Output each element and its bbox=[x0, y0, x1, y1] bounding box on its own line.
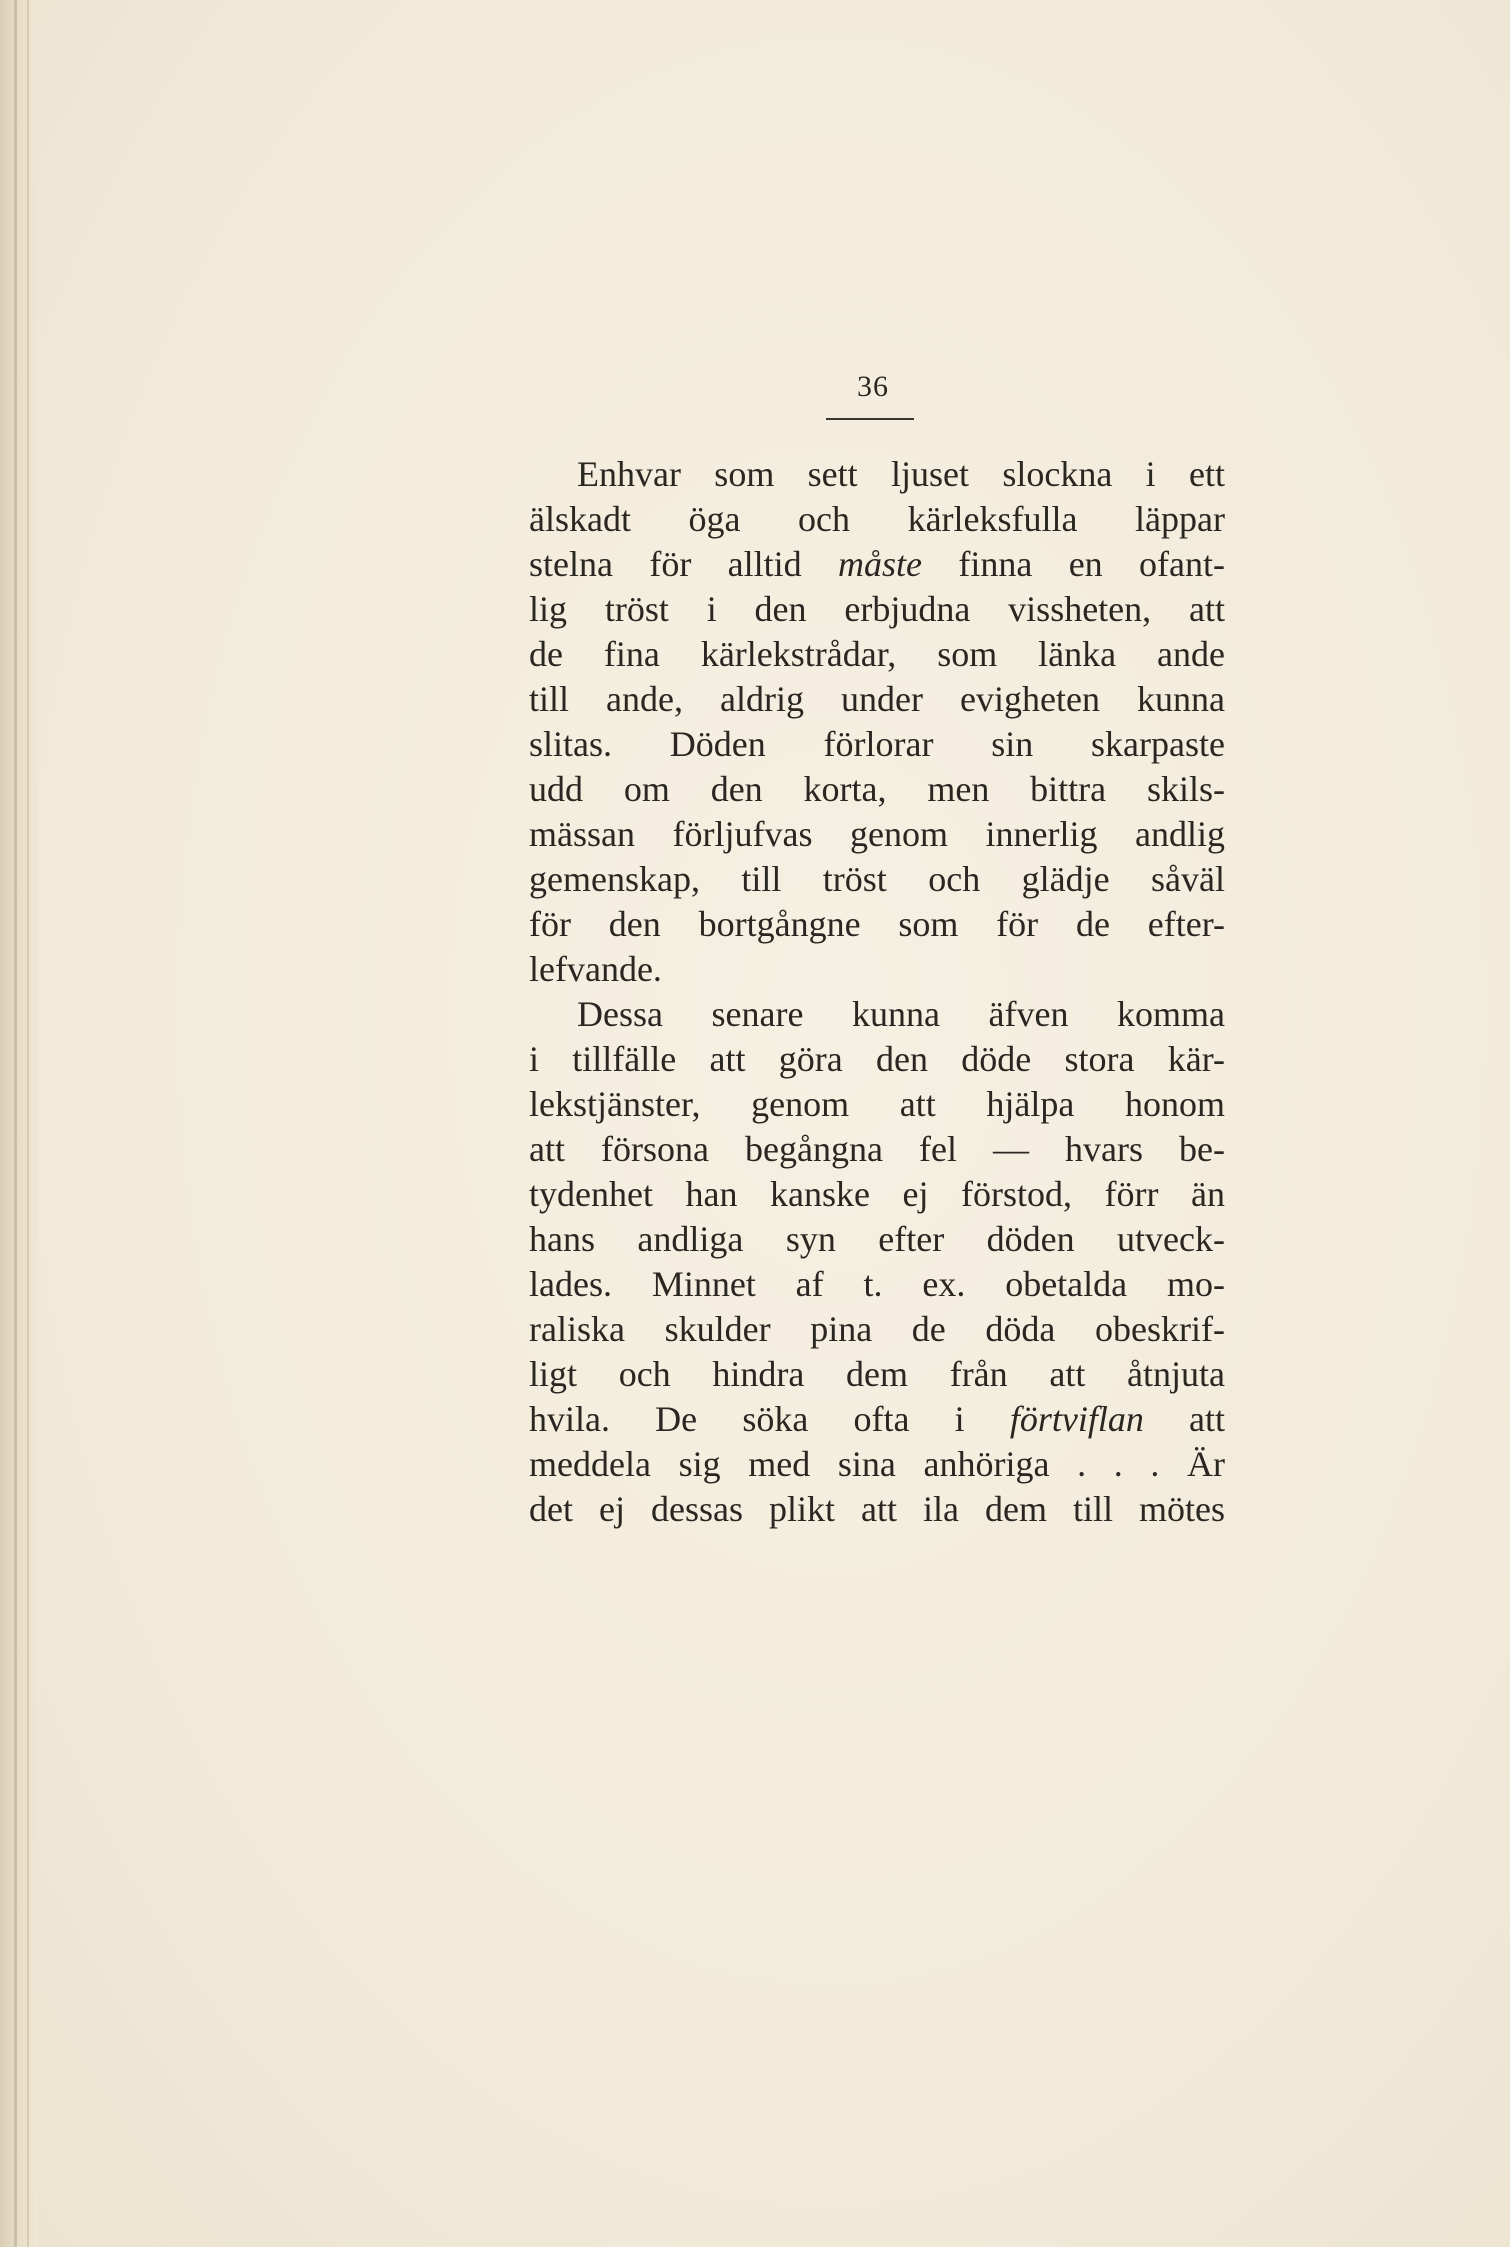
binding-line-inner bbox=[27, 0, 29, 2247]
binding-edge bbox=[0, 0, 38, 2247]
page-number: 36 bbox=[857, 370, 889, 403]
binding-line bbox=[14, 0, 17, 2247]
text-line: meddela sig med sina anhöriga . . . Är bbox=[529, 1444, 1225, 1484]
page-number-rule bbox=[826, 418, 914, 420]
text-line: till ande, aldrig under evigheten kunna bbox=[529, 679, 1225, 719]
text-line: att försona begångna fel — hvars be- bbox=[529, 1129, 1225, 1169]
text-line bbox=[529, 1397, 1225, 1442]
text-line: gemenskap, till tröst och glädje såväl bbox=[529, 859, 1225, 899]
emphasis-text: måste bbox=[838, 544, 923, 584]
text-line: ligt och hindra dem från att åtnjuta bbox=[529, 1354, 1225, 1394]
body-text bbox=[529, 452, 1225, 1532]
text-line bbox=[529, 542, 1225, 587]
text-line: i tillfälle att göra den döde stora kär- bbox=[529, 1039, 1225, 1079]
emphasis-text: förtviflan bbox=[1009, 1399, 1144, 1439]
text-line: de fina kärlekstrådar, som länka ande bbox=[529, 634, 1225, 674]
text-line: udd om den korta, men bittra skils- bbox=[529, 769, 1225, 809]
text-line: Enhvar som sett ljuset slockna i ett bbox=[577, 454, 1225, 494]
text-line: älskadt öga och kärleksfulla läppar bbox=[529, 499, 1225, 539]
text-line: hans andliga syn efter döden utveck- bbox=[529, 1219, 1225, 1259]
text-line: Dessa senare kunna äfven komma bbox=[577, 994, 1225, 1034]
text-line: för den bortgångne som för de efter- bbox=[529, 904, 1225, 944]
text-line: tydenhet han kanske ej förstod, förr än bbox=[529, 1174, 1225, 1214]
text-line: lades. Minnet af t. ex. obetalda mo- bbox=[529, 1264, 1225, 1304]
text-line: raliska skulder pina de döda obeskrif- bbox=[529, 1309, 1225, 1349]
text-run: stelna för alltid bbox=[529, 544, 839, 584]
text-run: finna en ofant- bbox=[922, 544, 1225, 584]
text-line: mässan förljufvas genom innerlig andlig bbox=[529, 814, 1225, 854]
text-line: det ej dessas plikt att ila dem till mötes bbox=[529, 1489, 1225, 1529]
text-run: att bbox=[1143, 1399, 1226, 1439]
text-line: lefvande. bbox=[529, 949, 662, 989]
text-run: hvila. De söka ofta i bbox=[529, 1399, 1010, 1439]
text-line: lekstjänster, genom att hjälpa honom bbox=[529, 1084, 1225, 1124]
text-line: lig tröst i den erbjudna vissheten, att bbox=[529, 589, 1225, 629]
text-line: slitas. Döden förlorar sin skarpaste bbox=[529, 724, 1225, 764]
